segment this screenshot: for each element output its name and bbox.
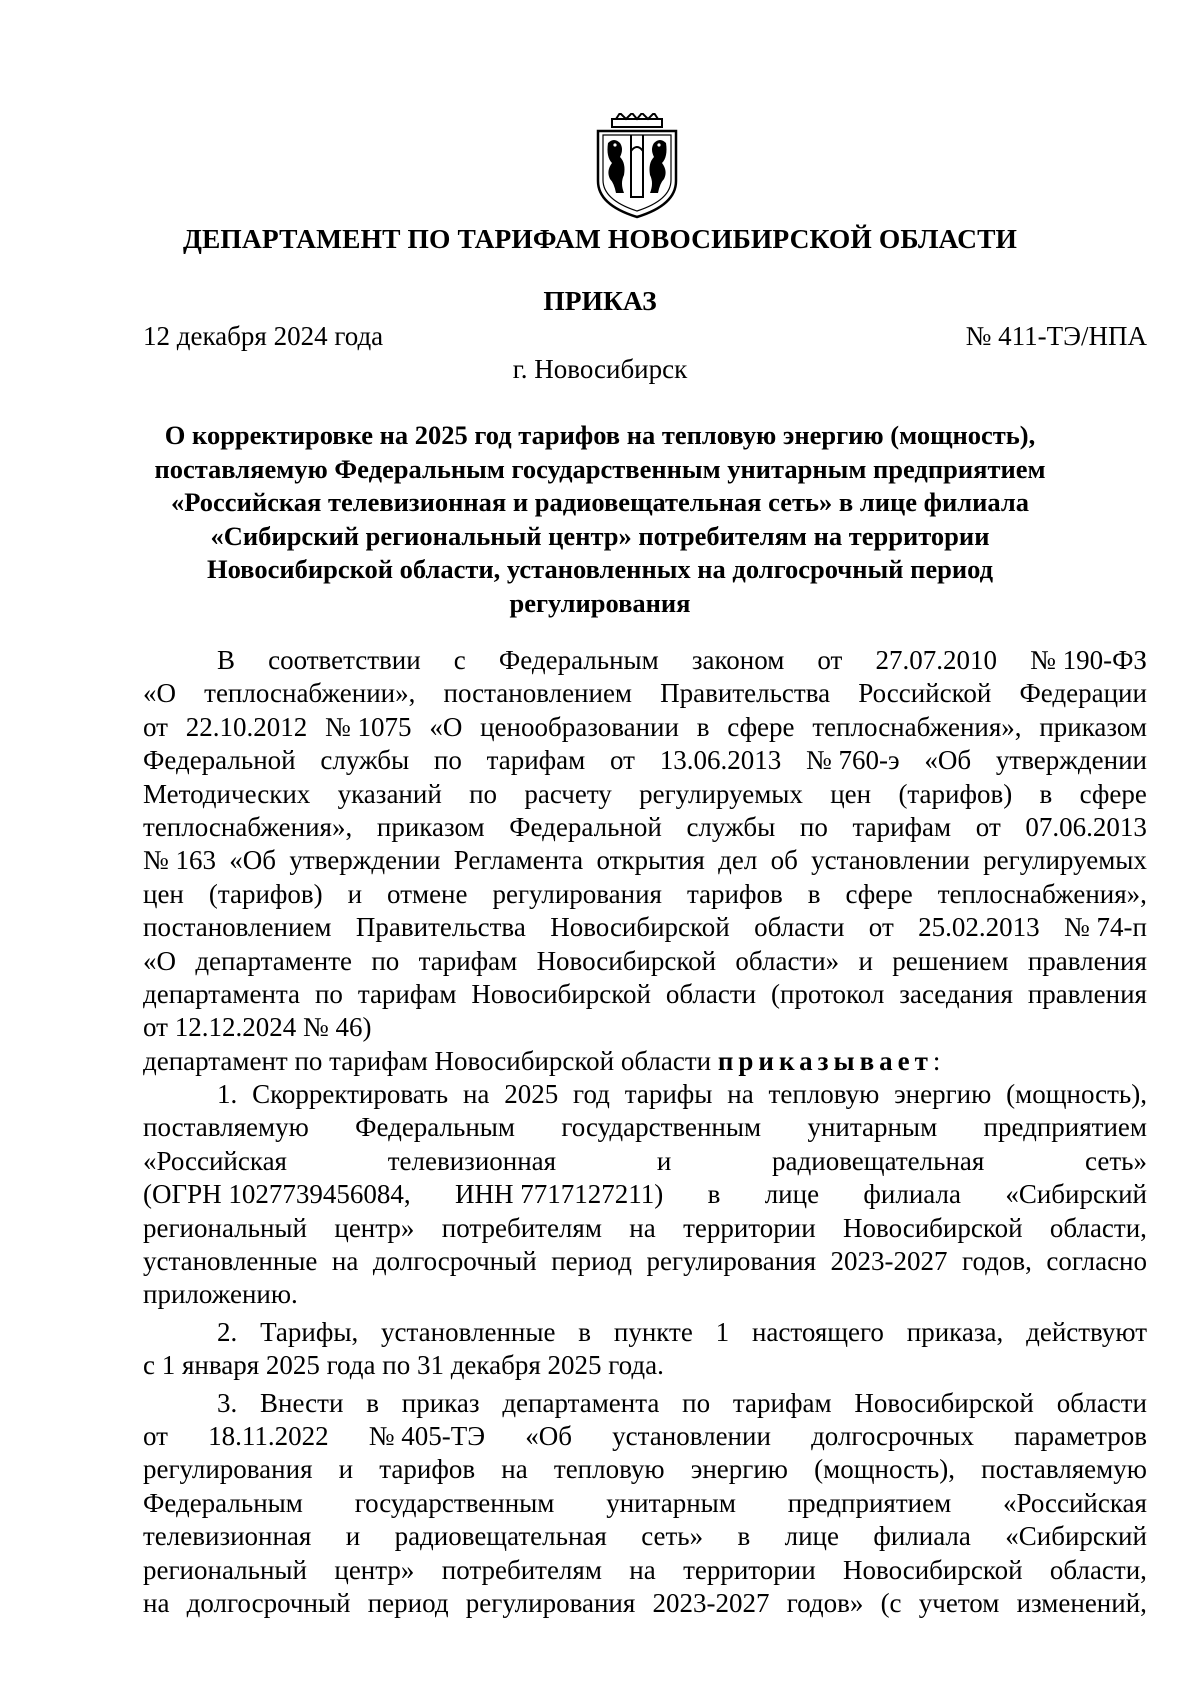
word: Скорректировать [252,1079,449,1110]
word: области, [1049,1554,1147,1585]
order-date: 12 декабря 2024 года [143,321,384,351]
word: по [371,945,400,976]
text-line [143,945,1147,978]
word: согласно [1046,1246,1147,1277]
word: потребителям [441,1212,602,1243]
word: действуют [1026,1316,1147,1347]
text-line [143,1520,1147,1553]
word: годов» [786,1587,864,1618]
word: установлении [811,845,970,876]
order-number: № 411-ТЭ/НПА [965,321,1147,351]
word: учетом [918,1587,1000,1618]
word: и [347,878,363,909]
word: изменений, [1016,1587,1147,1618]
word: дел [718,845,758,876]
word: (с [880,1587,902,1618]
word: «Об [229,845,277,876]
text-line [143,978,1147,1011]
word: регулирования [143,1454,313,1485]
title-line: «Сибирский региональный центр» потребителям на территории [210,520,990,551]
word: от [143,711,168,742]
word: центр» [334,1554,415,1585]
word: отмене [387,878,468,909]
word: тарифам [486,745,586,776]
word: № 190-ФЗ [1030,645,1147,675]
word: тепловую [768,1079,880,1110]
word: «Об [525,1420,572,1451]
word: (мощность), [1006,1079,1147,1110]
word: Федеральной [143,745,296,776]
word: на [143,1587,170,1618]
word: поставляемую [981,1454,1147,1485]
word: Федерации [1019,678,1147,709]
line-text: от 12.12.2024 № 46) [143,1012,372,1043]
word: сфере [727,711,795,742]
word: период [367,1587,449,1618]
order-title [120,419,1080,620]
text-line [143,878,1147,911]
word: региональный [143,1554,308,1585]
text-line [143,711,1147,744]
word: Регламента [453,845,584,876]
word: 1. [217,1079,238,1110]
word: «Сибирский [1005,1521,1147,1552]
word: области [754,912,845,943]
word: № 1075 [325,711,412,742]
word: 13.06.2013 [659,745,782,776]
document-type: ПРИКАЗ [543,285,657,316]
word: на [501,1454,528,1485]
word: (тарифов) [898,778,1013,809]
word: установлении [612,1420,771,1451]
text-line [143,1178,1147,1211]
word: от [975,811,1001,842]
title-line: регулирования [509,587,691,618]
decree-prefix: департамент по тарифам Новосибирской области [143,1045,718,1076]
word: 1 [715,1316,730,1347]
coat-of-arms-emblem [590,113,684,219]
word: Российской [858,678,992,709]
word: № 405-ТЭ [368,1420,486,1451]
word: энергию [894,1079,992,1110]
word: 27.07.2010 [875,645,997,675]
word: потребителям [441,1554,602,1585]
word: 18.11.2022 [208,1420,329,1451]
text-line [143,1387,1147,1420]
word: в [578,1316,592,1347]
word: ИНН 7717127211) [454,1179,664,1210]
word: (протокол [770,978,885,1009]
title-line: О корректировке на 2025 год тарифов на тепловую энергию (мощность), [164,420,1036,450]
text-line [143,778,1147,811]
text-line [143,1111,1147,1144]
word: по [314,978,343,1009]
word: тарифы [624,1079,713,1110]
word: об [770,845,798,876]
word: лице [764,1179,820,1210]
word: области, [1049,1212,1147,1243]
word: Новосибирской [550,912,730,943]
word: от [610,745,635,776]
text-line [143,1349,1147,1382]
word: 25.02.2013 [918,912,1040,943]
word: параметров [1014,1420,1147,1451]
text-line [143,1078,1147,1111]
word: центр» [334,1212,415,1243]
word: регулируемых [983,845,1147,876]
word: регулирования [492,878,662,909]
word: лице [784,1521,839,1552]
word: Новосибирской [536,945,717,976]
word: регулируемых [639,778,803,809]
text-line [143,644,1147,677]
text-line [143,1554,1147,1587]
word: территории [683,1212,816,1243]
word: приказ [401,1387,480,1418]
word: Федеральной [509,811,662,842]
word: и [345,1521,361,1552]
word: Правительства [355,912,526,943]
word: (мощность), [814,1454,955,1485]
word: от [868,912,894,943]
word: области [665,978,757,1009]
word: поставляемую [143,1112,309,1143]
text-line [143,1278,1147,1311]
word: долгосрочный [186,1587,351,1618]
word: Методических [143,778,311,809]
word: сеть» [641,1521,704,1552]
word: на [629,1554,656,1585]
word: и [338,1454,354,1485]
word: радиовещательная [394,1521,607,1552]
word: в [1039,778,1053,809]
word: предприятием [787,1487,952,1518]
word: 22.10.2012 [185,711,308,742]
word: сфере [845,878,913,909]
word: Правительства [660,678,831,709]
word: 2. [217,1316,238,1347]
text-line [143,844,1147,877]
word: цен [143,878,184,909]
word: от [817,645,843,675]
decree-word: приказывает [717,1045,933,1076]
word: по [682,1387,711,1418]
word: 07.06.2013 [1025,811,1147,842]
word: «Российская [1002,1487,1147,1518]
line-text: приложению. [143,1279,298,1310]
word: филиала [873,1521,971,1552]
word: (тарифов) [208,878,323,909]
word: «Российская [143,1145,287,1176]
word: тарифам [852,811,952,842]
title-line: «Российская телевизионная и радиовещательная сеть» в лице филиала [171,487,1029,517]
word: № 74-п [1064,912,1147,943]
word: тарифов [379,1454,476,1485]
word: постановлением [443,678,633,709]
word: радиовещательная [772,1145,985,1176]
word: энергию [690,1454,788,1485]
word: приказом [1039,711,1147,742]
word: 2025 [504,1079,559,1110]
word: унитарным [807,1112,938,1143]
word: ценообразовании [480,711,679,742]
text-line [143,1145,1147,1178]
word: В [217,645,236,675]
word: Федеральным [355,1112,515,1143]
word: соответствии [268,645,421,675]
text-line [143,677,1147,710]
word: в [366,1387,379,1418]
text-line [143,1245,1147,1278]
word: на [331,1246,359,1277]
title-line: поставляемую Федеральным государственным унитарным предприятием [154,453,1046,484]
word: унитарным [606,1487,736,1518]
word: долгосрочных [811,1420,974,1451]
text-line [143,1487,1147,1520]
word: настоящего [751,1316,884,1347]
word: и [858,945,873,976]
word: № 760-э [806,745,900,776]
word: (ОГРН 1027739456084, [143,1179,411,1210]
word: указаний [337,778,442,809]
word: филиала [863,1179,961,1210]
word: теплоснабжения», [937,878,1147,909]
text-line [143,744,1147,777]
word: тарифам [732,1387,832,1418]
word: телевизионная [387,1145,557,1176]
text-line [143,811,1147,844]
order-body [143,644,1147,1620]
word: приказа, [906,1316,1004,1347]
text-line [143,1420,1147,1453]
word: по [469,778,498,809]
word: «Сибирский [1005,1179,1147,1210]
word: региональный [143,1212,308,1243]
word: Новосибирской [471,978,651,1009]
word: «О [429,711,463,742]
word: 2023-2027 [830,1246,948,1277]
word: год [573,1079,610,1110]
word: правления [1027,978,1147,1009]
word: в [696,711,710,742]
word: утверждении [289,845,441,876]
decree-line [143,1045,1147,1078]
word: 2023-2027 [652,1587,770,1618]
word: тарифов [686,878,783,909]
word: постановлением [143,912,332,943]
text-line [143,1212,1147,1245]
word: области [1056,1387,1147,1418]
word: установленные [143,1246,318,1277]
word: теплоснабжения», [812,711,1022,742]
word: № 163 [143,845,217,876]
word: цен [830,778,872,809]
word: службы [320,745,410,776]
word: государственным [354,1487,555,1518]
word: тарифам [357,978,457,1009]
word: от [143,1420,168,1451]
word: тепловую [553,1454,665,1485]
word: Федеральным [498,645,659,675]
word: области» [735,945,840,976]
word: долгосрочный [372,1246,537,1277]
title-line: Новосибирской области, установленных на долгосрочный период [206,554,994,584]
word: установленные [381,1316,556,1347]
word: и [656,1145,672,1176]
word: расчету [524,778,612,809]
word: в [737,1521,751,1552]
text-line [143,1316,1147,1349]
word: правления [1027,945,1147,976]
word: приказом [376,811,485,842]
word: решением [892,945,1009,976]
word: сеть» [1085,1145,1147,1176]
word: сфере [1079,778,1147,809]
word: департаменте [195,945,353,976]
word: на [629,1212,656,1243]
text-line [143,1011,1147,1044]
word: службы [686,811,776,842]
word: заседания [899,978,1013,1009]
word: «Об [924,745,972,776]
word: Внести [260,1387,344,1418]
word: утверждении [995,745,1147,776]
word: Тарифы, [260,1316,359,1347]
word: регулирования [646,1246,817,1277]
word: теплоснабжения», [143,811,353,842]
word: территории [683,1554,816,1585]
word: пункте [613,1316,693,1347]
word: период [551,1246,633,1277]
word: «О [143,678,176,709]
word: теплоснабжении», [204,678,416,709]
word: Новосибирской [843,1554,1023,1585]
decree-suffix: : [932,1045,941,1076]
word: законом [691,645,785,675]
text-line [143,1453,1147,1486]
word: «О [143,945,176,976]
word: по [433,745,462,776]
word: регулирования [465,1587,636,1618]
word: на [462,1079,490,1110]
word: тарифам [418,945,518,976]
word: в [707,1179,721,1210]
word: открытия [596,845,705,876]
word: годов, [962,1246,1032,1277]
word: Новосибирской [843,1212,1023,1243]
line-text: с 1 января 2025 года по 31 декабря 2025 года. [143,1350,664,1381]
word: телевизионная [143,1521,312,1552]
word: предприятием [983,1112,1147,1143]
word: Новосибирской [854,1387,1034,1418]
word: государственным [561,1112,762,1143]
word: по [799,811,828,842]
word: департамента [502,1387,660,1418]
word: с [453,645,466,675]
word: на [727,1079,754,1110]
text-line [143,911,1147,944]
word: 3. [217,1387,238,1418]
word: департамента [143,978,301,1009]
order-city: г. Новосибирск [512,354,688,384]
department-name: ДЕПАРТАМЕНТ ПО ТАРИФАМ НОВОСИБИРСКОЙ ОБЛАСТИ [182,223,1018,254]
word: в [807,878,821,909]
text-line [143,1587,1147,1620]
word: Федеральным [143,1487,303,1518]
